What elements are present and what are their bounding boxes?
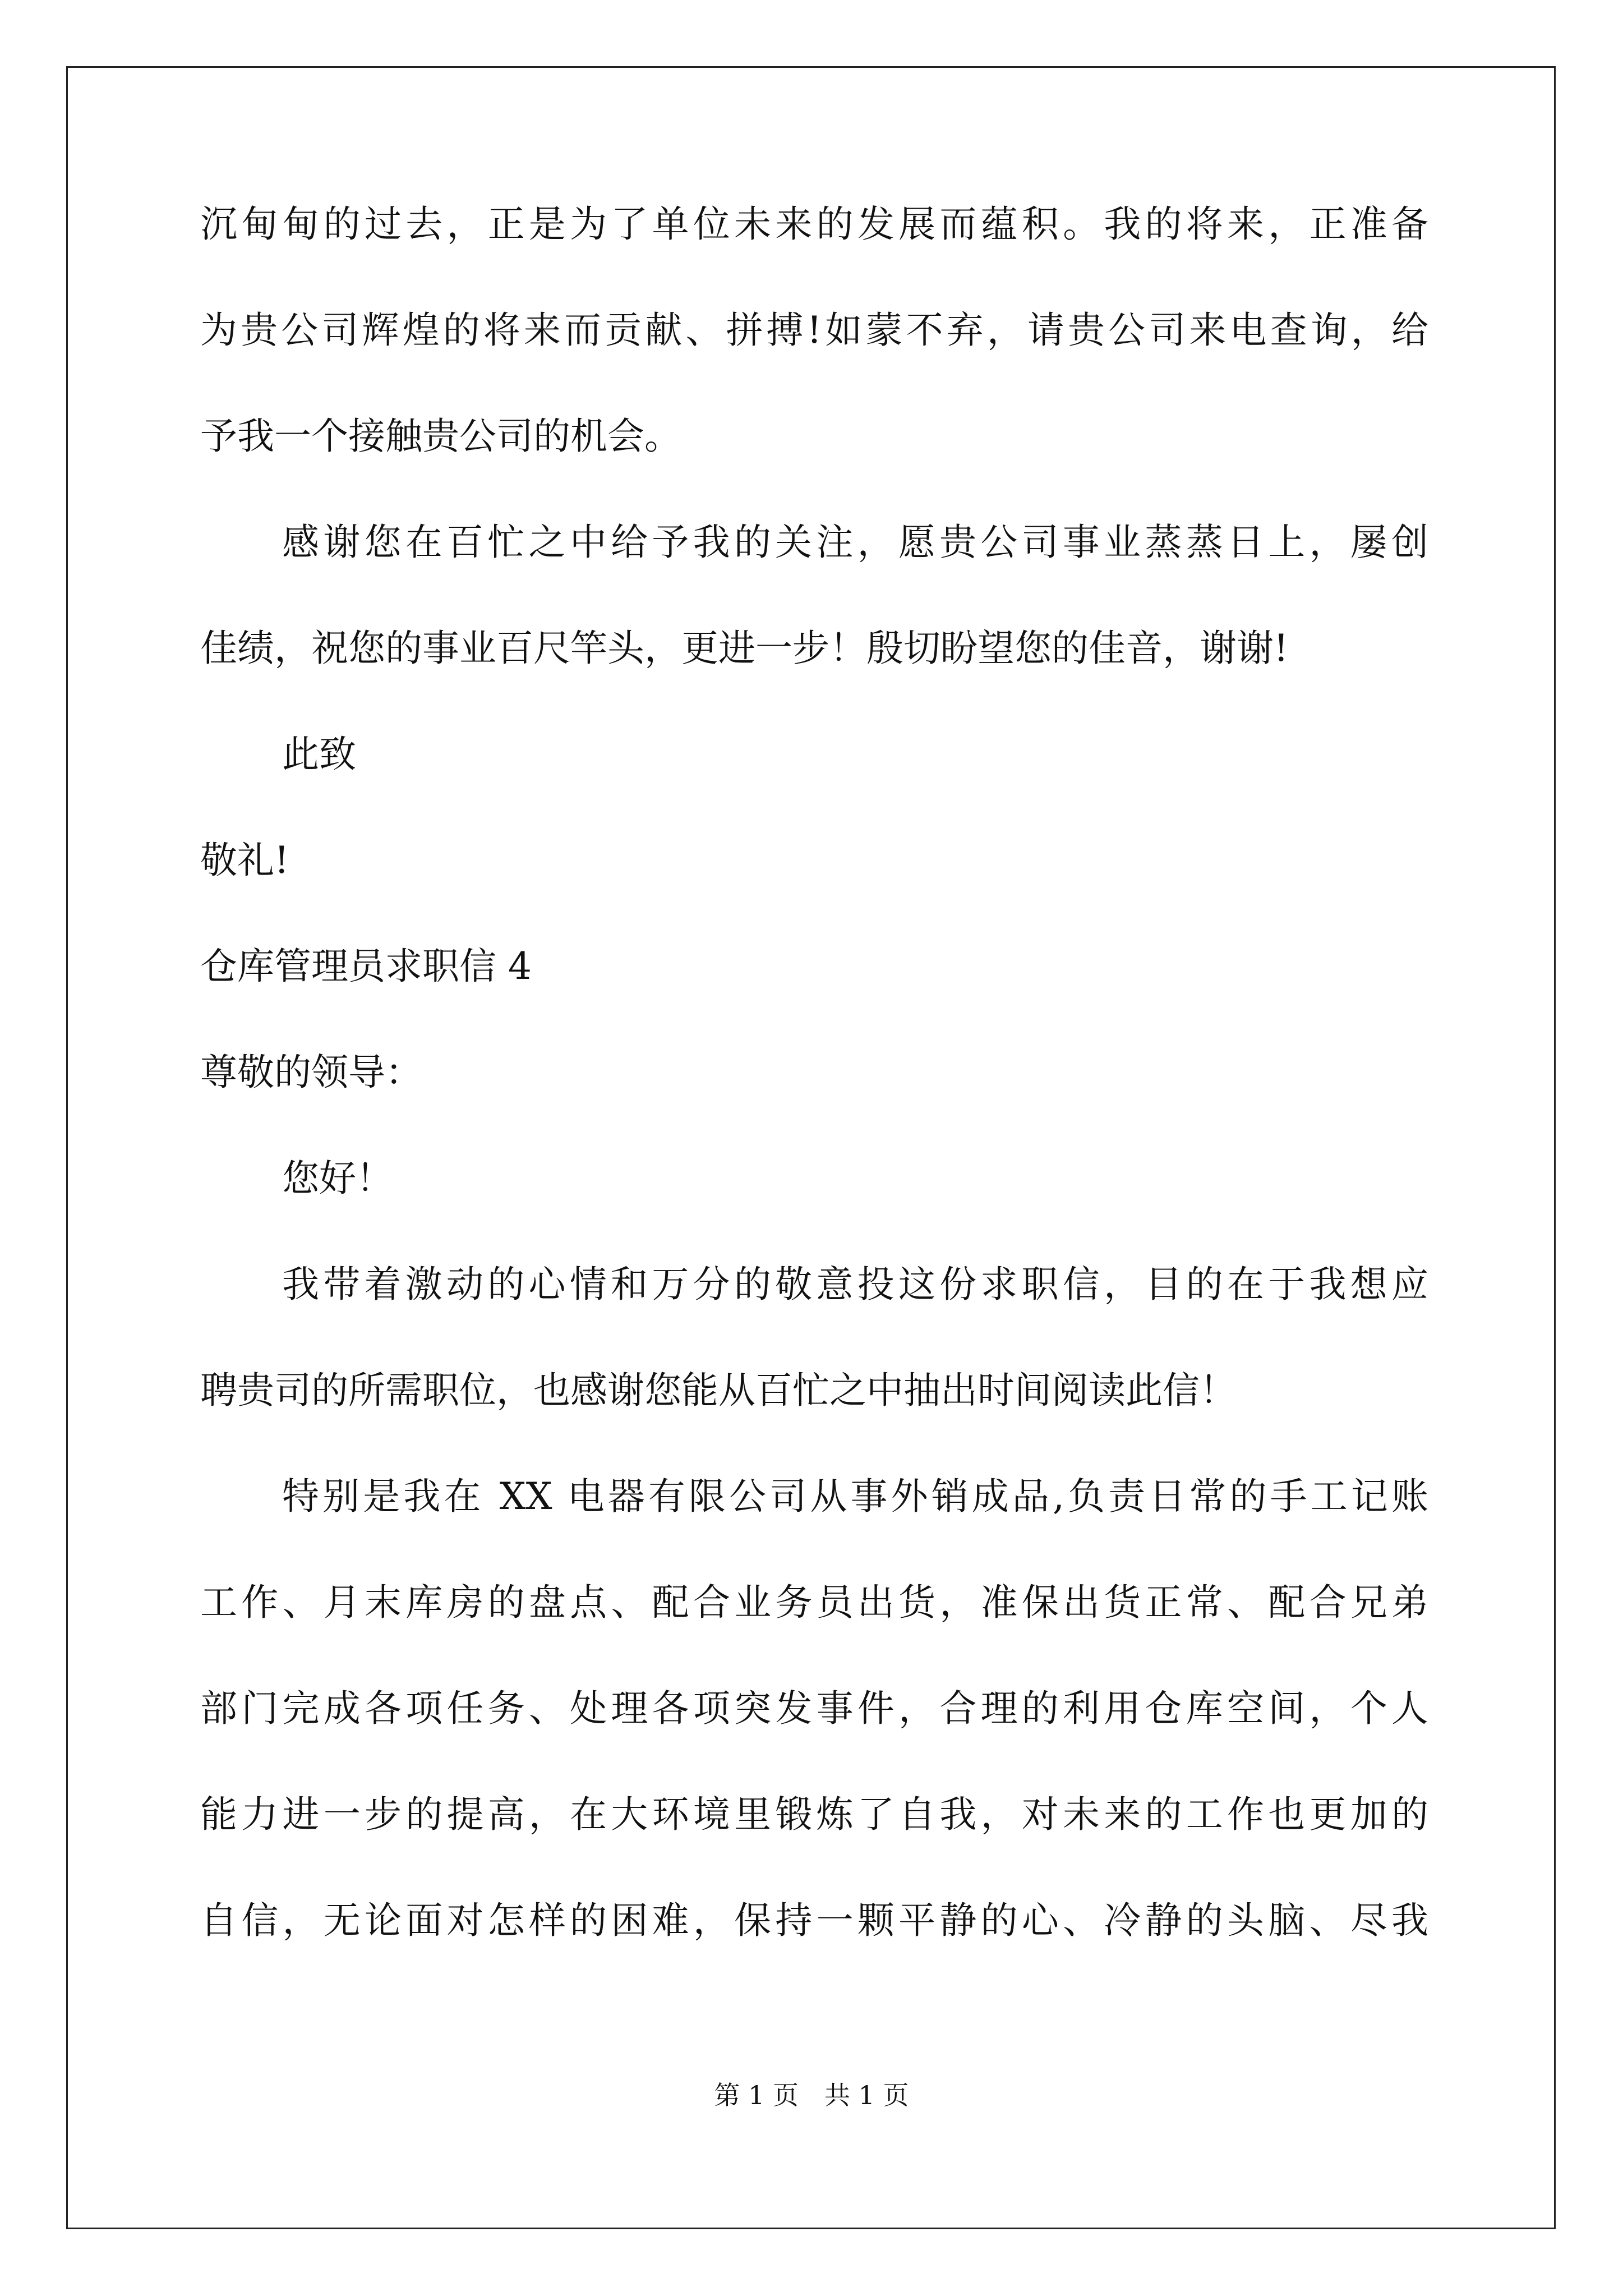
greeting-recipient: 尊敬的领导： — [200, 1051, 422, 1094]
text-line: 聘贵司的所需职位，也感谢您能从百忙之中抽出时间阅读此信！ — [200, 1369, 1237, 1412]
text-line: 特别是我在 XX 电器有限公司从事外销成品,负责日常的手工记账 — [282, 1475, 1428, 1518]
text-line: 感谢您在百忙之中给予我的关注，愿贵公司事业蒸蒸日上，屡创 — [282, 521, 1428, 564]
text-line: 予我一个接触贵公司的机会。 — [200, 415, 681, 458]
greeting-line: 您好！ — [282, 1157, 393, 1200]
salutation-line: 敬礼! — [200, 839, 289, 882]
page-number-footer: 第 1 页 共 1 页 — [714, 2080, 909, 2110]
text-line: 部门完成各项任务、处理各项突发事件，合理的利用仓库空间，个人 — [200, 1687, 1428, 1730]
text-line: 沉甸甸的过去，正是为了单位未来的发展而蕴积。我的将来，正准备 — [200, 203, 1428, 246]
text-line: 为贵公司辉煌的将来而贡献、拼搏!如蒙不弃，请贵公司来电查询，给 — [200, 309, 1428, 352]
text-line: 能力进一步的提高，在大环境里锻炼了自我，对未来的工作也更加的 — [200, 1793, 1428, 1836]
text-line: 工作、月末库房的盘点、配合业务员出货，准保出货正常、配合兄弟 — [200, 1581, 1428, 1624]
text-line: 自信，无论面对怎样的困难，保持一颗平静的心、冷静的头脑、尽我 — [200, 1899, 1428, 1942]
closing-line: 此致 — [282, 733, 356, 776]
text-line: 我带着激动的心情和万分的敬意投这份求职信，目的在于我想应 — [282, 1263, 1428, 1306]
section-title: 仓库管理员求职信 4 — [200, 945, 532, 988]
text-line: 佳绩，祝您的事业百尺竿头，更进一步！殷切盼望您的佳音，谢谢! — [200, 627, 1289, 670]
